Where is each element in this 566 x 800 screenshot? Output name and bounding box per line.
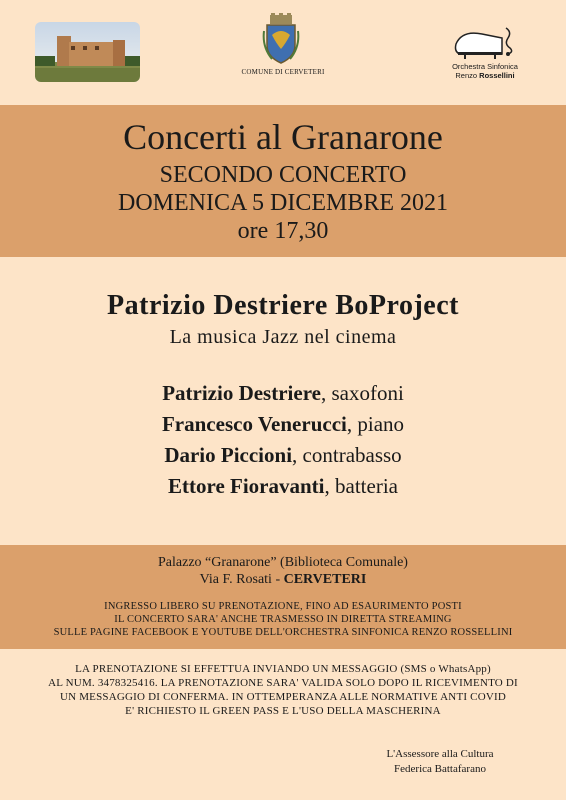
musician-name: Francesco Venerucci	[161, 412, 347, 436]
signature-role: L'Assessore alla Cultura	[386, 748, 494, 760]
musician-instrument: , batteria	[324, 474, 398, 498]
orchestra-name-rossellini: Rossellini	[479, 71, 515, 80]
musician-instrument: , piano	[346, 412, 405, 436]
concert-number: SECONDO CONCERTO	[159, 162, 407, 188]
orchestra-name-renzo: Renzo	[455, 71, 480, 80]
booking-notes	[0, 662, 566, 718]
comune-label: COMUNE DI CERVETERI	[241, 68, 325, 76]
musician-name: Patrizio Destriere	[162, 381, 321, 405]
project-name: Patrizio Destriere BoProject	[107, 290, 459, 321]
concert-time: ore 17,30	[237, 218, 329, 244]
venue-name: Palazzo “Granarone” (Biblioteca Comunale)	[158, 555, 408, 570]
musician-name: Ettore Fioravanti	[168, 474, 325, 498]
castle-photo	[35, 22, 140, 82]
signature	[330, 747, 550, 777]
header	[0, 0, 566, 100]
booking-note-line: AL NUM. 3478325416. LA PRENOTAZIONE SARA' VALIDA SOLO DOPO IL RICEVIMENTO DI	[48, 677, 518, 689]
venue-city: CERVETERI	[283, 572, 367, 587]
project-tagline: La musica Jazz nel cinema	[169, 326, 397, 348]
series-title: Concerti al Granarone	[123, 117, 443, 157]
cerveteri-crest-icon	[262, 13, 300, 65]
signature-name: Federica Battafarano	[394, 763, 486, 775]
venue-band	[0, 545, 566, 649]
title-band	[0, 105, 566, 257]
booking-note-line: UN MESSAGGIO DI CONFERMA. IN OTTEMPERANZA ALLE NORMATIVE ANTI COVID	[59, 691, 507, 703]
musician-line	[0, 471, 566, 502]
musician-name: Dario Piccioni	[164, 443, 293, 467]
musician-instrument: , saxofoni	[320, 381, 404, 405]
concert-date: DOMENICA 5 DICEMBRE 2021	[117, 190, 448, 216]
musicians-list	[0, 378, 566, 502]
booking-note-line: LA PRENOTAZIONE SI EFFETTUA INVIANDO UN MESSAGGIO (SMS o WhatsApp)	[75, 663, 491, 675]
musician-line	[0, 440, 566, 471]
orchestra-name	[440, 62, 530, 80]
venue-info	[0, 600, 566, 639]
orchestra-name-line2	[440, 71, 530, 80]
musician-instrument: , contrabasso	[292, 443, 402, 467]
venue-info-line: INGRESSO LIBERO SU PRENOTAZIONE, FINO AD ESAURIMENTO POSTI	[104, 601, 462, 612]
booking-note-line: E' RICHIESTO IL GREEN PASS E L'USO DELLA MASCHERINA	[125, 705, 441, 717]
venue-info-line: SULLE PAGINE FACEBOOK E YOUTUBE DELL'ORCHESTRA SINFONICA RENZO ROSSELLINI	[53, 627, 513, 638]
venue-street: Via F. Rosati -	[199, 572, 284, 587]
orchestra-name-line1: Orchestra Sinfonica	[452, 62, 518, 71]
venue-info-line: IL CONCERTO SARA' ANCHE TRASMESSO IN DIRETTA STREAMING	[114, 614, 452, 625]
orchestra-logo-icon	[452, 24, 516, 60]
musician-line	[0, 409, 566, 440]
venue-address	[0, 571, 566, 588]
musician-line	[0, 378, 566, 409]
